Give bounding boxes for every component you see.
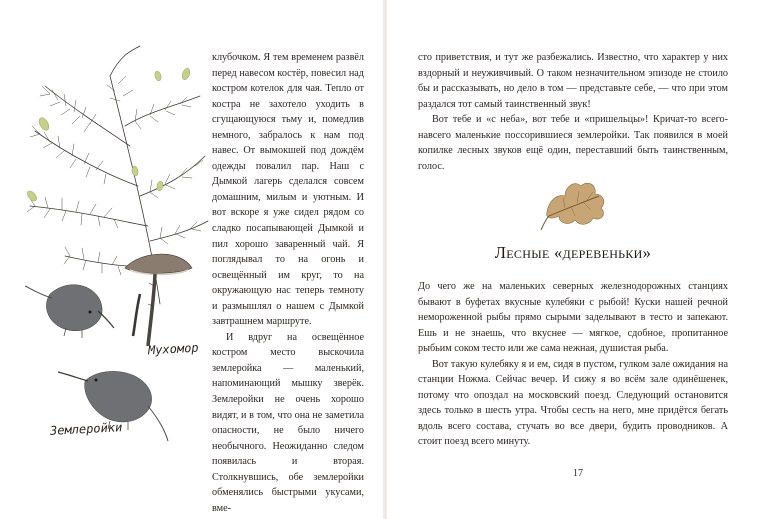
mushroom-drawing xyxy=(125,254,192,346)
right-text-bottom xyxy=(418,279,728,450)
right-text-top xyxy=(418,50,728,174)
paragraph: сто приветствия, и тут же разбежались. Известно, что характер у них вздорный и неуживчивый. О таком незначительном эпизоде не стоило бы и рассказывать, но дело в том — представьте себе, — что при этом раздался тот самый таинственный звук! xyxy=(418,52,728,110)
right-page xyxy=(385,0,770,519)
left-text-column xyxy=(212,50,364,516)
oak-leaf-icon xyxy=(535,172,615,232)
caption-mushroom: Мухомор xyxy=(147,340,199,358)
forest-illustration xyxy=(10,36,210,451)
caption-shrews: Землеройки xyxy=(49,420,123,438)
page-number: 17 xyxy=(573,468,583,479)
chapter-heading: Лесные «деревеньки» xyxy=(494,243,652,262)
paragraph: Вот тебе и «с неба», вот тебе и «пришельцы»! Кричат-то всего-навсего маленькие поссорившиеся землеройки. Так появился в моей копилке лесных звуков ещё один, переставший быть таинственным, голос. xyxy=(418,114,728,172)
paragraph: клубочком. Я тем временем развёл перед навесом костёр, повесил над костром котелок для чая. Тепло от костра не захотело уходить в сгущающуюся тьму и, помедлив немного, забралось к нам под навес. От вымокшей под дождём одежды повалил пар. Наш с Дымкой лагерь сделался совсем домашним, милым и уютным. И вот вскоре я уже сидел рядом со сладко посапывающей Дымкой и пил хорошо заваренный чай. Я поглядывал то на огонь и освещённый им круг, то на окружающую нас теперь темноту и размышлял о нашем с Дымкой завтрашнем маршруте. xyxy=(212,52,364,328)
paragraph: И вдруг на освещённое костром место выскочила землеройка — маленький, напоминающий мышку зверёк. Землеройки не очень хорошо видят, и в том, что она не заметила опасности, не было ничего необычного. Неожиданно следом появилась и вторая. Столкнувшись, обе землеройки обменялись быстрыми укусами, вме- xyxy=(212,331,364,514)
shrew-drawing-top xyxy=(25,285,114,338)
paragraph: До чего же на маленьких северных железнодорожных станциях бывают в буфетах вкусные кулебяки с рыбой! Куски нашей речной немороженной рыбы прямо сырыми заделывают в тесто и запекают. Ешь и не знаешь, что вкуснее — мягкое, сдобное, пропитанное рыбьим соком тесто или же сама нежная, душистая рыба. xyxy=(418,281,728,355)
paragraph: Вот такую кулебяку я и ем, сидя в пустом, гулком зале ожидания на станции Ножма. Сейчас вечер. И сижу я во всём зале одинёшенек, потому что опоздал на московский поезд. Следующий остановится здесь только в шесть утра. Чтобы сесть на него, мне придётся бегать вдоль всего состава, стучать во все двери, будить проводников. А стоит поезд всего минуту. xyxy=(418,358,728,448)
